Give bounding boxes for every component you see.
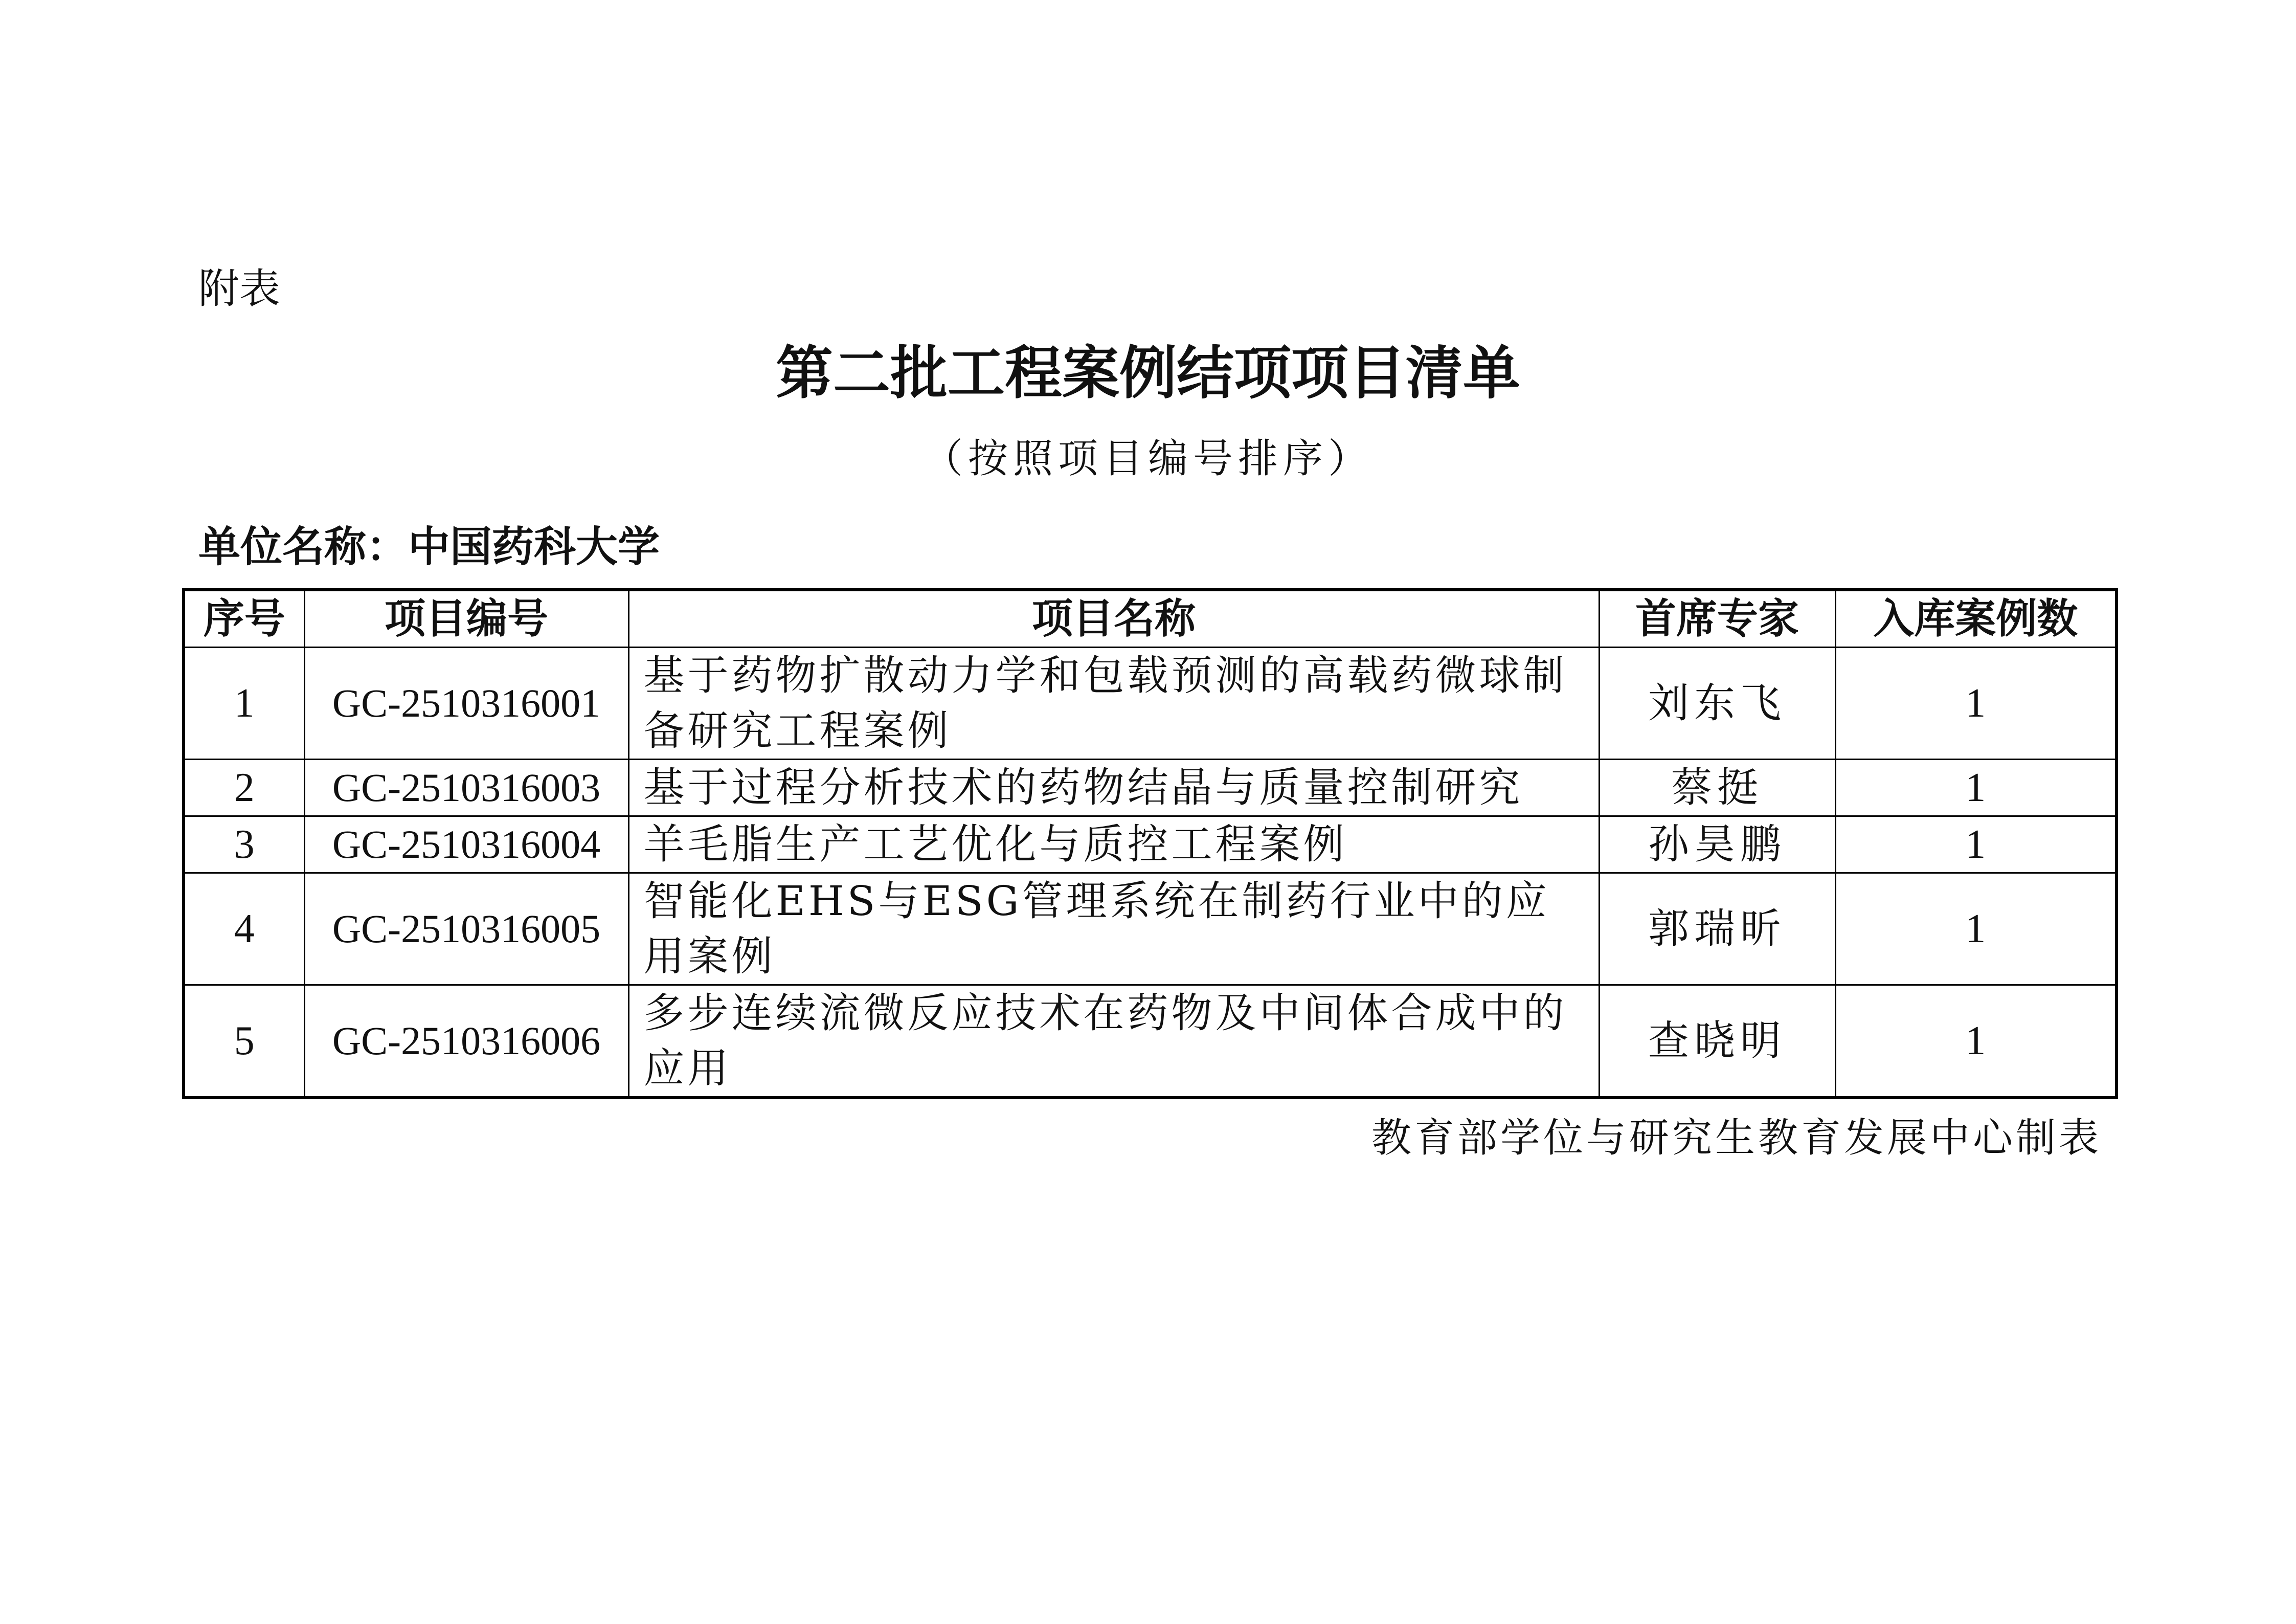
cell-name: 基于药物扩散动力学和包载预测的高载药微球制备研究工程案例 bbox=[628, 648, 1599, 760]
header-code: 项目编号 bbox=[304, 590, 628, 648]
cell-expert: 刘东飞 bbox=[1599, 648, 1835, 760]
cell-name: 羊毛脂生产工艺优化与质控工程案例 bbox=[628, 816, 1599, 873]
cell-expert: 孙昊鹏 bbox=[1599, 816, 1835, 873]
table-header-row bbox=[184, 590, 2117, 648]
cell-code: GC-2510316006 bbox=[304, 985, 628, 1098]
cell-expert: 郭瑞昕 bbox=[1599, 873, 1835, 985]
header-seq: 序号 bbox=[184, 590, 304, 648]
cell-count: 1 bbox=[1835, 816, 2117, 873]
footer-note: 教育部学位与研究生教育发展中心制表 bbox=[1371, 1115, 2102, 1161]
cell-expert: 查晓明 bbox=[1599, 985, 1835, 1098]
table-row bbox=[184, 873, 2117, 985]
unit-label: 单位名称： bbox=[198, 523, 409, 571]
cell-name: 基于过程分析技术的药物结晶与质量控制研究 bbox=[628, 760, 1599, 816]
cell-code: GC-2510316001 bbox=[304, 648, 628, 760]
cell-seq: 2 bbox=[184, 760, 304, 816]
table-row bbox=[184, 648, 2117, 760]
cell-code: GC-2510316004 bbox=[304, 816, 628, 873]
unit-value: 中国药科大学 bbox=[408, 523, 660, 571]
project-table bbox=[182, 588, 2118, 1099]
cell-seq: 5 bbox=[184, 985, 304, 1098]
cell-code: GC-2510316005 bbox=[304, 873, 628, 985]
header-count: 入库案例数 bbox=[1835, 590, 2117, 648]
page-title: 第二批工程案例结项项目清单 bbox=[776, 340, 1520, 407]
cell-name: 多步连续流微反应技术在药物及中间体合成中的应用 bbox=[628, 985, 1599, 1098]
table-row bbox=[184, 760, 2117, 816]
table-row bbox=[184, 985, 2117, 1098]
cell-code: GC-2510316003 bbox=[304, 760, 628, 816]
table-row bbox=[184, 816, 2117, 873]
cell-count: 1 bbox=[1835, 760, 2117, 816]
cell-name: 智能化EHS与ESG管理系统在制药行业中的应用案例 bbox=[628, 873, 1599, 985]
cell-count: 1 bbox=[1835, 985, 2117, 1098]
cell-seq: 3 bbox=[184, 816, 304, 873]
unit-line bbox=[198, 517, 660, 578]
cell-expert: 蔡挺 bbox=[1599, 760, 1835, 816]
header-name: 项目名称 bbox=[628, 590, 1599, 648]
cell-seq: 4 bbox=[184, 873, 304, 985]
header-expert: 首席专家 bbox=[1599, 590, 1835, 648]
cell-count: 1 bbox=[1835, 873, 2117, 985]
cell-count: 1 bbox=[1835, 648, 2117, 760]
appendix-label: 附表 bbox=[198, 265, 280, 313]
cell-seq: 1 bbox=[184, 648, 304, 760]
page-subtitle: （按照项目编号排序） bbox=[922, 436, 1373, 482]
